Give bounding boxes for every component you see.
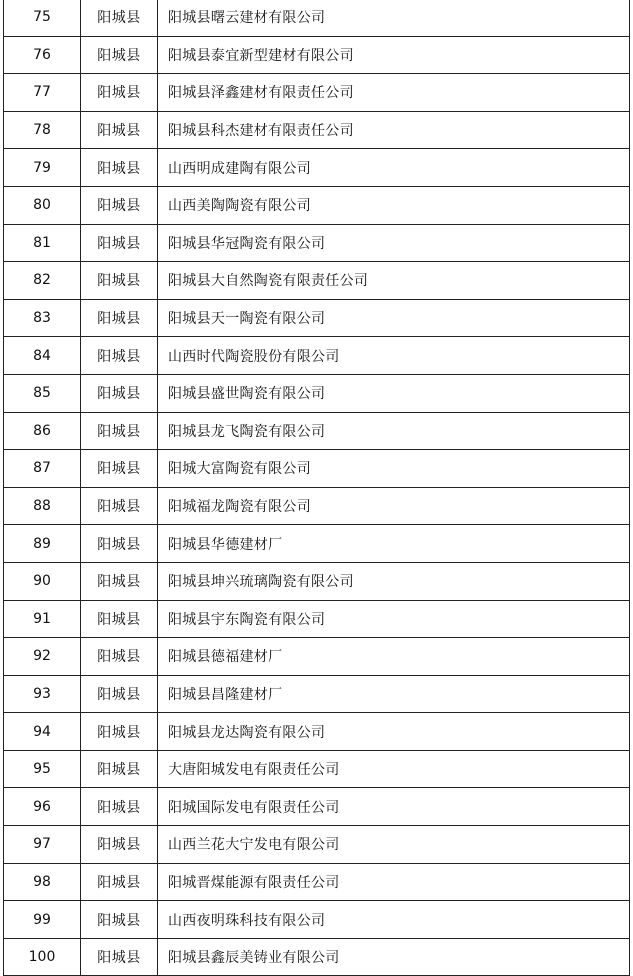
table-row: [4, 36, 630, 74]
table-row: [4, 299, 630, 337]
company-name-cell: 阳城县龙飞陶瓷有限公司: [158, 412, 630, 450]
county-cell: 阳城县: [81, 74, 158, 112]
county-cell: 阳城县: [81, 299, 158, 337]
row-number-cell: 82: [4, 262, 81, 300]
company-name-cell: 阳城县大自然陶瓷有限责任公司: [158, 262, 630, 300]
county-cell: 阳城县: [81, 487, 158, 525]
county-cell: 阳城县: [81, 0, 158, 36]
county-cell: 阳城县: [81, 36, 158, 74]
table-row: [4, 600, 630, 638]
company-name-cell: 阳城县鑫辰美铸业有限公司: [158, 938, 630, 976]
company-name-cell: 山西明成建陶有限公司: [158, 149, 630, 187]
county-cell: 阳城县: [81, 788, 158, 826]
company-name-cell: 阳城县德福建材厂: [158, 638, 630, 676]
table-row: [4, 487, 630, 525]
table-row: [4, 224, 630, 262]
row-number-cell: 98: [4, 863, 81, 901]
company-name-cell: 阳城县龙达陶瓷有限公司: [158, 713, 630, 751]
table-row: [4, 938, 630, 976]
company-name-cell: 阳城大富陶瓷有限公司: [158, 450, 630, 488]
company-name-cell: 阳城国际发电有限责任公司: [158, 788, 630, 826]
row-number-cell: 87: [4, 450, 81, 488]
company-name-cell: 阳城县华德建材厂: [158, 525, 630, 563]
row-number-cell: 94: [4, 713, 81, 751]
company-name-cell: 大唐阳城发电有限责任公司: [158, 750, 630, 788]
row-number-cell: 77: [4, 74, 81, 112]
table-row: [4, 901, 630, 939]
county-cell: 阳城县: [81, 562, 158, 600]
county-cell: 阳城县: [81, 374, 158, 412]
county-cell: 阳城县: [81, 600, 158, 638]
row-number-cell: 84: [4, 337, 81, 375]
table-row: [4, 186, 630, 224]
company-name-cell: 阳城县泽鑫建材有限责任公司: [158, 74, 630, 112]
company-name-cell: 阳城县天一陶瓷有限公司: [158, 299, 630, 337]
row-number-cell: 79: [4, 149, 81, 187]
company-name-cell: 阳城县昌隆建材厂: [158, 675, 630, 713]
table-body: [4, 0, 630, 976]
company-list-table: [3, 0, 630, 976]
table-row: [4, 337, 630, 375]
table-row: [4, 111, 630, 149]
county-cell: 阳城县: [81, 262, 158, 300]
table-row: [4, 713, 630, 751]
county-cell: 阳城县: [81, 224, 158, 262]
table-row: [4, 74, 630, 112]
row-number-cell: 97: [4, 826, 81, 864]
county-cell: 阳城县: [81, 638, 158, 676]
table-row: [4, 788, 630, 826]
row-number-cell: 91: [4, 600, 81, 638]
row-number-cell: 89: [4, 525, 81, 563]
county-cell: 阳城县: [81, 525, 158, 563]
row-number-cell: 78: [4, 111, 81, 149]
table-row: [4, 0, 630, 36]
county-cell: 阳城县: [81, 337, 158, 375]
table-row: [4, 374, 630, 412]
company-name-cell: 阳城县坤兴琉璃陶瓷有限公司: [158, 562, 630, 600]
company-name-cell: 山西夜明珠科技有限公司: [158, 901, 630, 939]
table-row: [4, 750, 630, 788]
county-cell: 阳城县: [81, 938, 158, 976]
row-number-cell: 80: [4, 186, 81, 224]
county-cell: 阳城县: [81, 412, 158, 450]
county-cell: 阳城县: [81, 750, 158, 788]
row-number-cell: 86: [4, 412, 81, 450]
table-row: [4, 675, 630, 713]
company-name-cell: 阳城县宇东陶瓷有限公司: [158, 600, 630, 638]
company-name-cell: 山西时代陶瓷股份有限公司: [158, 337, 630, 375]
table-row: [4, 525, 630, 563]
table-row: [4, 562, 630, 600]
company-name-cell: 阳城县曙云建材有限公司: [158, 0, 630, 36]
row-number-cell: 99: [4, 901, 81, 939]
row-number-cell: 90: [4, 562, 81, 600]
county-cell: 阳城县: [81, 863, 158, 901]
county-cell: 阳城县: [81, 713, 158, 751]
company-name-cell: 阳城县泰宜新型建材有限公司: [158, 36, 630, 74]
county-cell: 阳城县: [81, 186, 158, 224]
county-cell: 阳城县: [81, 450, 158, 488]
table-row: [4, 262, 630, 300]
company-name-cell: 山西兰花大宁发电有限公司: [158, 826, 630, 864]
row-number-cell: 93: [4, 675, 81, 713]
table-row: [4, 450, 630, 488]
row-number-cell: 88: [4, 487, 81, 525]
county-cell: 阳城县: [81, 111, 158, 149]
company-name-cell: 山西美陶陶瓷有限公司: [158, 186, 630, 224]
county-cell: 阳城县: [81, 901, 158, 939]
company-name-cell: 阳城县盛世陶瓷有限公司: [158, 374, 630, 412]
county-cell: 阳城县: [81, 149, 158, 187]
row-number-cell: 83: [4, 299, 81, 337]
row-number-cell: 75: [4, 0, 81, 36]
county-cell: 阳城县: [81, 826, 158, 864]
company-name-cell: 阳城县科杰建材有限责任公司: [158, 111, 630, 149]
company-name-cell: 阳城福龙陶瓷有限公司: [158, 487, 630, 525]
row-number-cell: 100: [4, 938, 81, 976]
row-number-cell: 76: [4, 36, 81, 74]
table-row: [4, 149, 630, 187]
row-number-cell: 81: [4, 224, 81, 262]
row-number-cell: 96: [4, 788, 81, 826]
county-cell: 阳城县: [81, 675, 158, 713]
row-number-cell: 85: [4, 374, 81, 412]
table-row: [4, 638, 630, 676]
company-name-cell: 阳城县华冠陶瓷有限公司: [158, 224, 630, 262]
table-row: [4, 826, 630, 864]
company-name-cell: 阳城晋煤能源有限责任公司: [158, 863, 630, 901]
table-row: [4, 412, 630, 450]
row-number-cell: 92: [4, 638, 81, 676]
table-row: [4, 863, 630, 901]
row-number-cell: 95: [4, 750, 81, 788]
